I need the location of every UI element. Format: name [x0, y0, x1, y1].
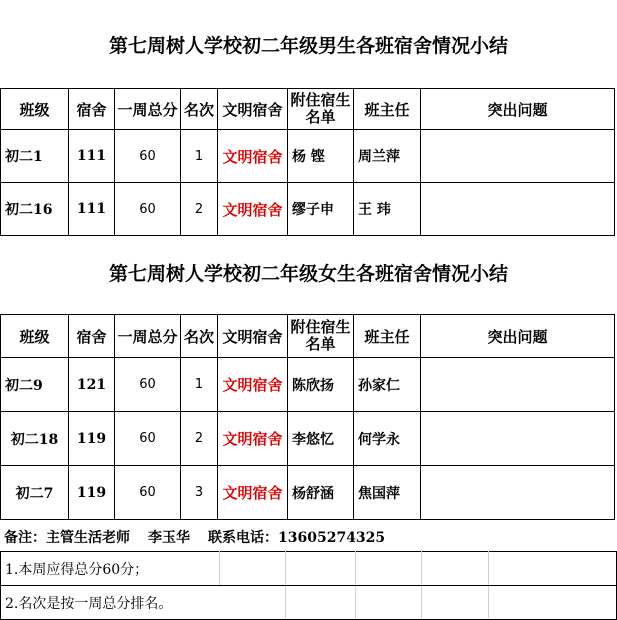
empty-cell — [356, 586, 422, 620]
female-header-row — [1, 315, 615, 358]
note-row — [1, 586, 617, 620]
cell-status: 文明宿舍 — [218, 358, 288, 412]
table-row — [1, 183, 615, 236]
header-civilized-dorm: 文明宿舍 — [218, 315, 288, 358]
cell-dorm: 121 — [69, 358, 115, 412]
cell-rank: 1 — [181, 358, 218, 412]
header-class: 班级 — [1, 89, 69, 130]
header-rank: 名次 — [181, 315, 218, 358]
cell-rank: 2 — [181, 183, 218, 236]
empty-cell — [489, 552, 617, 586]
cell-issue — [421, 412, 615, 466]
cell-class: 初二18 — [1, 412, 69, 466]
male-header-row — [1, 89, 615, 130]
cell-dorm: 119 — [69, 466, 115, 520]
cell-dorm: 111 — [69, 183, 115, 236]
header-resident-list: 附住宿生名单 — [288, 315, 354, 358]
header-issues: 突出问题 — [421, 315, 615, 358]
header-weekly-score: 一周总分 — [115, 89, 181, 130]
header-weekly-score: 一周总分 — [115, 315, 181, 358]
cell-resident: 杨 铿 — [288, 130, 354, 183]
cell-teacher: 周兰萍 — [354, 130, 421, 183]
cell-rank: 2 — [181, 412, 218, 466]
female-table — [0, 314, 615, 520]
table-row — [1, 412, 615, 466]
cell-dorm: 119 — [69, 412, 115, 466]
note-2: 2.名次是按一周总分排名。 — [1, 586, 286, 620]
empty-cell — [356, 552, 422, 586]
header-rank: 名次 — [181, 89, 218, 130]
header-class: 班级 — [1, 315, 69, 358]
cell-teacher: 孙家仁 — [354, 358, 421, 412]
cell-class: 初二7 — [1, 466, 69, 520]
male-title: 第七周树人学校初二年级男生各班宿舍情况小结 — [108, 35, 508, 57]
cell-teacher: 王 玮 — [354, 183, 421, 236]
cell-rank: 1 — [181, 130, 218, 183]
table-row — [1, 130, 615, 183]
cell-class: 初二16 — [1, 183, 69, 236]
cell-resident: 陈欣扬 — [288, 358, 354, 412]
note-1: 1.本周应得总分60分； — [1, 552, 220, 586]
header-dorm: 宿舍 — [69, 89, 115, 130]
cell-issue — [421, 358, 615, 412]
remark-teacher: 李玉华 — [148, 530, 190, 546]
notes-table — [0, 551, 617, 620]
empty-cell — [220, 552, 286, 586]
remark-line — [4, 527, 617, 547]
cell-issue — [421, 130, 615, 183]
female-title: 第七周树人学校初二年级女生各班宿舍情况小结 — [108, 263, 508, 285]
cell-score: 60 — [115, 466, 181, 520]
header-dorm: 宿舍 — [69, 315, 115, 358]
empty-cell — [422, 586, 489, 620]
header-head-teacher: 班主任 — [354, 315, 421, 358]
cell-status: 文明宿舍 — [218, 466, 288, 520]
cell-score: 60 — [115, 130, 181, 183]
remark-phone: 联系电话：13605274325 — [208, 530, 386, 546]
remark-label: 备注：主管生活老师 — [4, 530, 130, 546]
cell-issue — [421, 183, 615, 236]
cell-dorm: 111 — [69, 130, 115, 183]
cell-teacher: 何学永 — [354, 412, 421, 466]
empty-cell — [489, 586, 617, 620]
cell-class: 初二9 — [1, 358, 69, 412]
cell-score: 60 — [115, 358, 181, 412]
cell-status: 文明宿舍 — [218, 130, 288, 183]
header-issues: 突出问题 — [421, 89, 615, 130]
male-table — [0, 88, 615, 236]
empty-cell — [286, 552, 356, 586]
table-row — [1, 358, 615, 412]
cell-teacher: 焦国萍 — [354, 466, 421, 520]
cell-status: 文明宿舍 — [218, 412, 288, 466]
header-civilized-dorm: 文明宿舍 — [218, 89, 288, 130]
note-row — [1, 552, 617, 586]
cell-resident: 李悠忆 — [288, 412, 354, 466]
cell-issue — [421, 466, 615, 520]
cell-rank: 3 — [181, 466, 218, 520]
empty-cell — [422, 552, 489, 586]
cell-score: 60 — [115, 412, 181, 466]
cell-resident: 缪子申 — [288, 183, 354, 236]
cell-resident: 杨舒涵 — [288, 466, 354, 520]
cell-score: 60 — [115, 183, 181, 236]
empty-cell — [286, 586, 356, 620]
cell-class: 初二1 — [1, 130, 69, 183]
table-row — [1, 466, 615, 520]
header-resident-list: 附住宿生名单 — [288, 89, 354, 130]
cell-status: 文明宿舍 — [218, 183, 288, 236]
header-head-teacher: 班主任 — [354, 89, 421, 130]
